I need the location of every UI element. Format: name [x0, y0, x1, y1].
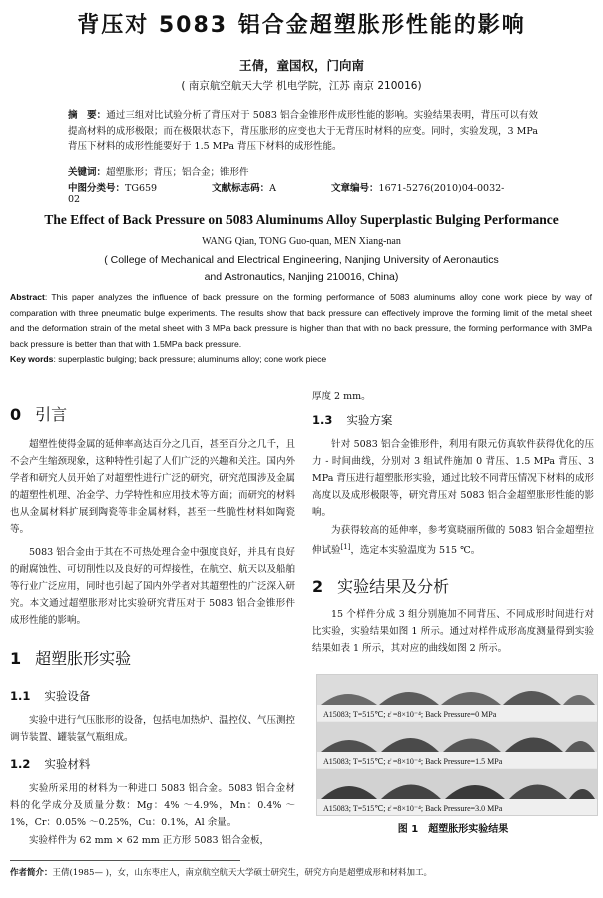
section-1-1-heading	[10, 688, 90, 704]
section-0-number: 0	[10, 405, 22, 424]
abstract-en-text: : This paper analyzes the influence of back pressure on the forming performance of 5083 aluminums alloy cone work piece by way of comparation with three pneumatic bulge experiments. The results show that back pressure can effectively improve the forming limit of the metal sheet and the deformation strain of the metal sheet with 3 MPa back pressure is higher than that with no back pressure, the forming performance with 3MPa back pressure is better than that with 1.5MPa back pressure.	[10, 292, 592, 349]
figure-row-0mpa	[317, 675, 597, 721]
article-label: 文章编号：	[331, 183, 379, 194]
keywords-zh-label: 关键词：	[68, 167, 107, 178]
section-1-2-paragraph-1: 实验所采用的材料为一种进口 5083 铝合金。5083 铝合金材料的化学成分及质量分数：Mg：4% ～4.9%，Mn：0.4% ～1%，Cr：0.05% ～0.25%，Cu：0.1%，Al 余量。	[10, 783, 295, 828]
authors-en: WANG Qian, TONG Guo-quan, MEN Xiang-nan	[202, 236, 401, 247]
figure-row-1-5mpa	[317, 722, 597, 768]
section-1-heading	[10, 646, 131, 669]
section-2-heading	[312, 574, 449, 597]
figure-row-1-label: A15083; T=515℃; ε̇ =8×10⁻⁴; Back Pressure=0 MPa	[323, 710, 497, 719]
section-1-3-paragraph-1: 针对 5083 铝合金锥形件，利用有限元仿真软件获得优化的压力 - 时间曲线，分别对 3 组试件施加 0 背压、1.5 MPa 背压、3 MPa 背压进行超塑胀形实验，通过比较不同背压情况下材料的成形高度以及成形极限等，研究背压对 5083 铝合金超塑胀形性能的影响。	[312, 439, 594, 518]
keywords-zh	[68, 164, 249, 178]
section-2-paragraph: 15 个样件分成 3 组分别施加不同背压、不同成形时间进行对比实验，实验结果如图 1 所示。通过对样件成形高度测量得到实验结果如表 1 所示，其对应的曲线如图 2 所示。	[312, 609, 594, 654]
footnote-divider	[10, 860, 240, 861]
section-1-3-title: 实验方案	[346, 413, 393, 427]
doc-label: 文献标志码：	[212, 183, 270, 194]
section-2-title: 实验结果及分析	[337, 577, 450, 596]
section-1-number: 1	[10, 649, 22, 668]
keywords-en-label: Key words	[10, 354, 54, 364]
intro-paragraph-1: 超塑性使得金属的延伸率高达百分之几百，甚至百分之几千，且不会产生缩颈现象，这种特性引起了人们广泛的兴趣和关注。国内外学者和研究人员开始了对超塑性进行广泛的研究，研究范围涉及金属的超塑性机理、冶金学、力学特性和应用技术等方面；而研究的材料也从金属材料扩展到陶瓷等非金属材料，甚至一些脆性材料如陶瓷等。	[10, 439, 296, 535]
paper-title: 背压对 5083 铝合金超塑胀形性能的影响	[77, 13, 526, 38]
figure-1-caption: 图 1 超塑胀形实验结果	[397, 824, 509, 835]
affiliation-zh: ( 南京航空航天大学 机电学院，江苏 南京 210016)	[181, 80, 422, 92]
clc-value: TG659	[125, 183, 158, 194]
doc-value: A	[269, 183, 276, 194]
author-footnote	[10, 866, 432, 878]
classification-line	[68, 180, 538, 205]
intro-paragraph-2: 5083 铝合金由于其在不可热处理合金中强度良好，并具有良好的耐腐蚀性、可切削性以及良好的可焊接性，在航空、航天以及船舶等行业广泛应用，同时也引起了国内外学者对其超塑性的广泛深入研究。本文通过超塑胀形对比实验研究背压对于 5083 铝合金锥形件成形性能的影响。	[10, 547, 296, 626]
keywords-en-text: : superplastic bulging; back pressure; aluminums alloy; cone work piece	[53, 354, 327, 364]
section-1-3-paragraph-2	[312, 522, 594, 559]
section-1-1-number: 1.1	[10, 689, 31, 703]
section-1-title: 超塑胀形实验	[35, 649, 132, 668]
figure-1	[316, 674, 598, 816]
keywords-zh-text: 超塑胀形；背压；铝合金；锥形件	[106, 167, 249, 178]
citation-ref-1: [1]	[340, 543, 351, 551]
keywords-en	[10, 354, 326, 364]
clc-label: 中图分类号：	[68, 183, 126, 194]
abstract-zh-label: 摘 要：	[68, 110, 107, 121]
figure-row-2-label: A15083; T=515℃; ε̇ =8×10⁻⁴; Back Pressure=1.5 MPa	[323, 757, 503, 766]
article-value: 1671-5276(2010)04-0032-02	[68, 183, 505, 205]
figure-row-3-label: A15083; T=515℃; ε̇ =8×10⁻⁴; Back Pressure=3.0 MPa	[323, 804, 503, 813]
abstract-zh-text: 通过三组对比试验分析了背压对于 5083 铝合金锥形件成形性能的影响。实验结果表明，背压可以有效提高材料的成形极限；而在极限状态下，背压胀形的应变也大于无背压时材料的应变。同时，实验发现，3 MPa 背压下材料的成形性能要好于 1.5 MPa 背压下材料的成形性能。	[68, 110, 538, 152]
section-1-3-paragraph-2-a: 为获得较高的延伸率，参考寞晓丽所做的 5083 铝合金超塑拉伸试验	[312, 525, 594, 557]
section-1-2-paragraph-2: 实验样件为 62 mm × 62 mm 正方形 5083 铝合金板，	[29, 835, 270, 846]
abstract-en-label: Abstract	[10, 292, 45, 302]
section-1-1-paragraph: 实验中进行气压胀形的设备，包括电加热炉、温控仪、气压测控调节装置、罐装氩气瓶组成。	[10, 715, 296, 743]
section-1-3-heading	[312, 412, 392, 428]
section-1-3-paragraph-2-b: ，选定本实验温度为 515 ℃。	[350, 545, 481, 557]
section-2-number: 2	[312, 577, 324, 596]
section-1-2-number: 1.2	[10, 757, 31, 771]
section-1-1-title: 实验设备	[44, 689, 91, 703]
section-0-heading	[10, 402, 67, 425]
section-1-3-number: 1.3	[312, 413, 333, 427]
footnote-text: 王倩(1985— )，女，山东枣庄人，南京航空航天大学硕士研究生，研究方向是超塑成形和材料加工。	[52, 868, 432, 878]
affiliation-en-line1: ( College of Mechanical and Electrical Engineering, Nanjing University of Aeronautics	[104, 254, 499, 266]
paper-title-en: The Effect of Back Pressure on 5083 Aluminums Alloy Superplastic Bulging Performance	[44, 212, 559, 227]
affiliation-en-line2: and Astronautics, Nanjing 210016, China)	[204, 271, 399, 283]
section-1-2-title: 实验材料	[44, 757, 91, 771]
authors-zh: 王倩，童国权，门向南	[238, 58, 364, 73]
section-0-title: 引言	[35, 405, 68, 424]
thickness-continuation: 厚度 2 mm。	[312, 391, 371, 402]
section-1-2-heading	[10, 756, 90, 772]
footnote-label: 作者简介：	[10, 868, 53, 878]
affiliation-en	[0, 252, 603, 286]
abstract-en	[10, 290, 592, 352]
abstract-zh	[68, 108, 538, 155]
figure-row-3mpa	[317, 769, 597, 815]
